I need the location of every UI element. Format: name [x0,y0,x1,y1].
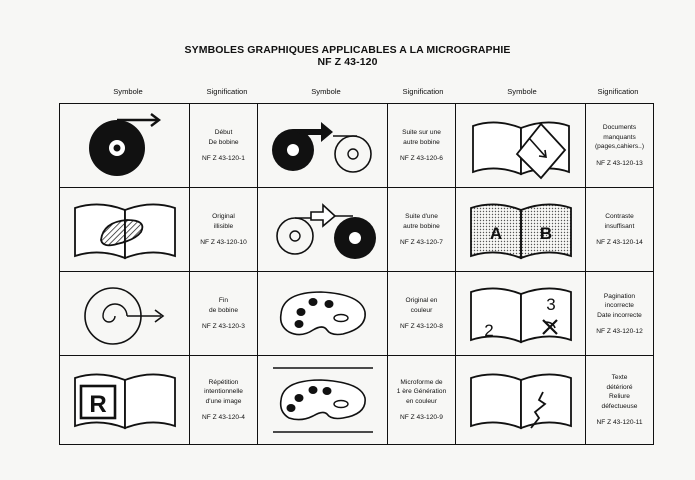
signification-cell [388,104,456,188]
reel-end-icon [65,276,185,352]
signification-line: 1 ère Génération [396,388,447,396]
symbol-cell [456,188,586,272]
signification-cell [388,356,456,445]
standard-code: NF Z 43-120-14 [596,239,643,247]
signification-line: couleur [410,306,433,314]
signification-line: détérioré [606,383,633,391]
table-row [60,188,654,272]
header-symbole-1: Symbole [113,87,143,96]
signification-line: intentionnelle [204,388,243,396]
signification-line: insuffisant [604,222,635,230]
symbol-cell [258,356,388,445]
symbol-cell [60,104,190,188]
signification-line: Contraste [605,213,634,221]
signification-line: Répétition [208,378,239,386]
signification-line: Suite sur une [402,129,441,137]
signification-line: autre bobine [403,222,440,230]
document-title [0,44,695,68]
signification-cell [190,272,258,356]
symbol-cell [60,356,190,445]
signification-line: autre bobine [403,138,440,146]
symbol-cell [258,272,388,356]
signification-line: en couleur [406,397,437,405]
signification-cell [586,104,654,188]
signification-line: Date incorrecte [597,311,642,319]
standard-code: NF Z 43-120-6 [400,155,443,163]
header-symbole-2: Symbole [311,87,341,96]
signification-line: Microforme de [400,378,443,386]
signification-cell [190,104,258,188]
letter-r: R [88,391,107,419]
standard-code: NF Z 43-120-4 [202,414,245,422]
table-row [60,104,654,188]
symbol-cell [456,104,586,188]
signification-line: Original [212,213,235,221]
symbol-cell [258,188,388,272]
page-number-right: 3 [545,294,556,314]
signification-line: Fin [218,297,229,305]
symbol-cell [60,272,190,356]
continued-from-reel-icon [261,192,385,268]
letter-b: B [539,223,552,243]
standard-code: NF Z 43-120-7 [400,239,443,247]
standard-code: NF Z 43-120-12 [596,328,643,336]
header-signification-2: Signification [402,87,444,96]
standard-code: NF Z 43-120-13 [596,159,643,167]
symbol-cell [258,104,388,188]
standard-code: NF Z 43-120-10 [200,239,247,247]
signification-line: Suite d'une [405,213,438,221]
table-row [60,272,654,356]
header-signification-1: Signification [206,87,248,96]
signification-cell [388,272,456,356]
page-number-left: 2 [483,320,494,340]
symbol-cell [456,356,586,445]
damaged-text-icon [461,362,581,438]
standard-code: NF Z 43-120-8 [400,323,443,331]
reel-start-icon [65,108,185,184]
symbol-cell [60,188,190,272]
signification-cell [190,188,258,272]
signification-line: incorrecte [605,302,634,310]
standard-code: NF Z 43-120-9 [400,414,443,422]
signification-line: Pagination [603,292,636,300]
signification-cell [388,188,456,272]
standard-code: NF Z 43-120-1 [202,155,245,163]
standard-code: NF Z 43-120-3 [202,323,245,331]
signification-line: Documents [602,124,637,132]
title-line-1: SYMBOLES GRAPHIQUES APPLICABLES A LA MICROGRAPHIE [184,44,511,56]
signification-line: Texte [611,374,628,382]
signification-line: Reliure [609,393,630,401]
header-symbole-3: Symbole [507,87,537,96]
signification-line: illisible [213,222,234,230]
signification-cell [586,188,654,272]
signification-cell [586,356,654,445]
illegible-original-icon [65,192,185,268]
color-microform-icon [261,360,385,440]
repeated-image-icon [65,362,185,438]
signification-line: défectueuse [601,402,638,410]
insufficient-contrast-icon [461,192,581,268]
header-signification-3: Signification [597,87,639,96]
continued-next-reel-icon [261,108,385,184]
symbol-cell [456,272,586,356]
signification-line: d'une image [205,397,242,405]
signification-cell [586,272,654,356]
signification-line: de bobine [209,306,238,314]
title-line-2: NF Z 43-120 [317,56,378,68]
signification-line: Original en [405,297,438,305]
signification-line: (pages,cahiers..) [594,143,645,151]
color-palette-icon [261,276,385,352]
table-row [60,356,654,445]
letter-a: A [489,223,502,243]
signification-cell [190,356,258,445]
incorrect-pagination-icon [461,276,581,352]
signification-line: De bobine [208,138,239,146]
missing-documents-icon [461,108,581,184]
signification-line: manquants [603,133,636,141]
signification-line: Début [214,129,233,137]
symbols-table [59,103,654,445]
standard-code: NF Z 43-120-11 [596,419,643,427]
